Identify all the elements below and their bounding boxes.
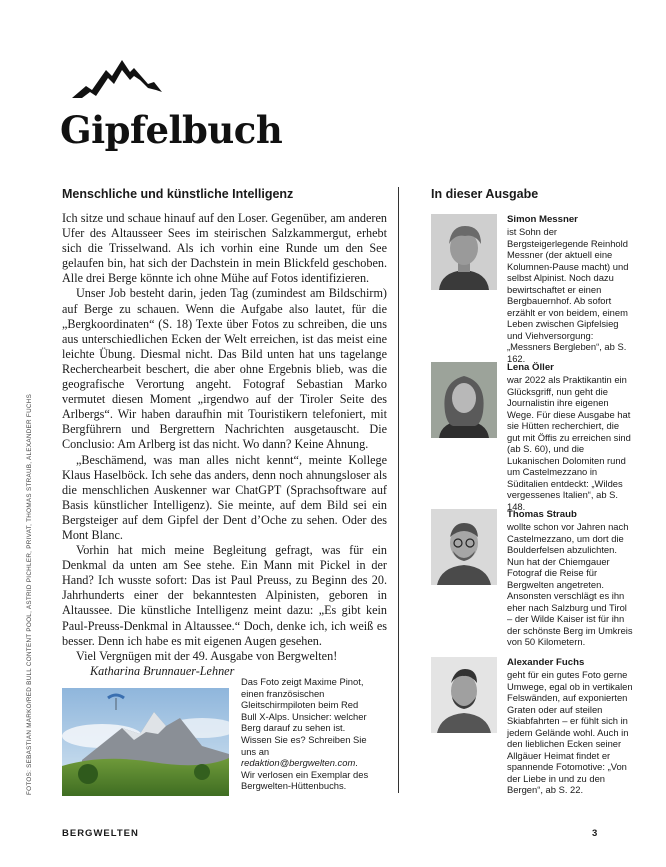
contributor-name: Alexander Fuchs [507,657,585,668]
contributor-bio: geht für ein gutes Foto gerne Umwege, egal ob in vertikalen Felswänden, auf exponierten Graten oder auf steilen Skiabfahrten – er fühlt sich in jedem Gelände wohl. Auch in den lieblichen Ecken seiner Allgäuer Heimat findet er spannende Fotomotive: „Von der Liebe in und zu den Bergen“, ab S. 22. [507,669,633,795]
editorial-body [62,211,387,679]
editorial-paragraph: Vorhin hat mich meine Begleitung gefragt, was für ein Denkmal da unten am See stehe. Ein Mann mit Pickel in der Hand? Ich wusste sofort: Das ist Paul Preuss, zu Beginn des 20. Jahrhunderts einer der bekanntesten Alpinisten, geboren in Altaussee. Die künstliche Intelligenz meint dazu: „Es gibt kein Paul-Preuss-Denkmal in Altaussee.“ Doch, denke ich, ich weiß es besser. Denn ich habe es mit eigenen Augen gesehen. [62,543,387,648]
editorial-headline: Menschliche und künstliche Intelligenz [62,187,294,201]
photo-caption [241,676,371,792]
contributor-name: Lena Öller [507,362,554,373]
portrait-photo [431,362,497,438]
editorial-paragraph: Unser Job besteht darin, jeden Tag (zumindest am Bildschirm) auf Berge zu schauen. Wenn die Aufgabe also lautet, für die „Bergkoordinaten“ (S. 18) Texte über Fotos zu schreiben, die uns aus unterschiedlichen Ecken der Welt erreichen, ist das meist eine leichte Übung. Diesmal nicht. Das Bild unten hat uns tagelange Recherchearbeit beschert, die aber ohne Ergebnis blieb, was die geografische Verortung angeht. Fotograf Sebastian Marko vermutet diesen Moment „irgendwo auf der Tiroler Seite des Arlbergs“. Wir haben daraufhin mit Touristikern telefoniert, mit Bergführern und Bergrettern Nachrichten ausgetauscht. Die Conclusio: Am Arlberg ist das nicht. Wo dann? Keine Ahnung. [62,286,387,452]
editorial-signature: Katharina Brunnauer-Lehner [90,663,235,678]
contributor-name: Simon Messner [507,214,578,225]
editorial-paragraph: „Beschämend, was man alles nicht kennt“, meinte Kollege Klaus Haselböck. Ich sehe das anders, denn noch ahnungsloser als die menschlichen Auskenner war ChatGPT (Sprachsoftware auf Basis künstlicher Intelligenz). Sie meinte, auf dem Bild sei ein Bergsteiger auf dem Gipfel der Dent d’Oche zu sehen. Oder des Mont Blanc. [62,452,387,542]
caption-text: Das Foto zeigt Maxime Pinot, einen französischen Gleitschirmpiloten beim Red Bull X-Alps. Unsicher: welcher Berg darauf zu sehen ist. Wissen Sie es? Schreiben Sie uns an [241,676,367,757]
contributor-name: Thomas Straub [507,509,577,520]
contributors-heading: In dieser Ausgabe [431,187,539,201]
portrait-photo [431,657,497,733]
contributor-bio: ist Sohn der Bergsteigerlegende Reinhold Messner (der aktuell eine Kolumnen-Pause macht) und selbst Alpinist. Noch dazu bewirtschaftet er einen Bergbauernhof. Ab sofort erzählt er von beidem, einem Leben zwischen Gipfelsieg und Viehversorgung: „Messners Bergleben“, ab S. 162. [507,226,629,364]
paraglider-mountain-photo [62,688,229,796]
contributor-bio: war 2022 als Praktikantin ein Glücksgriff, nun geht die Journalistin ihre eigenen Wege. Für diese Ausgabe hat sie Hütten recherchiert, die gut mit Öffis zu erreichen sind (ab S. 60), und die Lukanischen Dolomiten rund um Castelmezzano in Süditalien entdeckt: „Wildes vergessenes Italien“, ab S. 148. [507,374,631,512]
editorial-paragraph: Ich sitze und schaue hinauf auf den Loser. Gegenüber, am anderen Ufer des Altausseer Sees im steirischen Salzkammergut, erhebt sich die Trisselwand. Als ich vorhin eine Runde um den See gelaufen bin, hat sich der Dachstein in mein Blickfeld geschoben. Alle drei Berge könnte ich ohne Mühe auf Fotos identifizieren. [62,211,387,286]
editorial-paragraph: Viel Vergnügen mit der 49. Ausgabe von Bergwelten! [76,648,338,663]
page-number: 3 [592,828,598,839]
portrait-photo [431,214,497,290]
masthead-title: Gipfelbuch [60,108,283,152]
portrait-photo [431,509,497,585]
photo-credit: FOTOS: SEBASTIAN MARKO/RED BULL CONTENT POOL, ASTRID PICHLER, PRIVAT, THOMAS STRAUB, ALEXANDER FUCHS [26,393,33,795]
caption-text-end: . Wir verlosen ein Exemplar des Bergwelten-Hüttenbuchs. [241,757,369,792]
footer-brand: BERGWELTEN [62,828,139,839]
column-divider [398,187,399,793]
mountain-peaks-icon [72,58,162,104]
contributor-bio: wollte schon vor Jahren nach Castelmezzano, um dort die Boulderfelsen abzulichten. Nun hat der Chiemgauer Fotograf die Reise für Bergwelten angetreten. Ansonsten verschlägt es ihn eher nach Salzburg und Tirol – der Wilde Kaiser ist für ihn der schönste Berg im Umkreis von 50 Kilometern. [507,521,633,647]
caption-email: redaktion@bergwelten.com [241,757,356,769]
